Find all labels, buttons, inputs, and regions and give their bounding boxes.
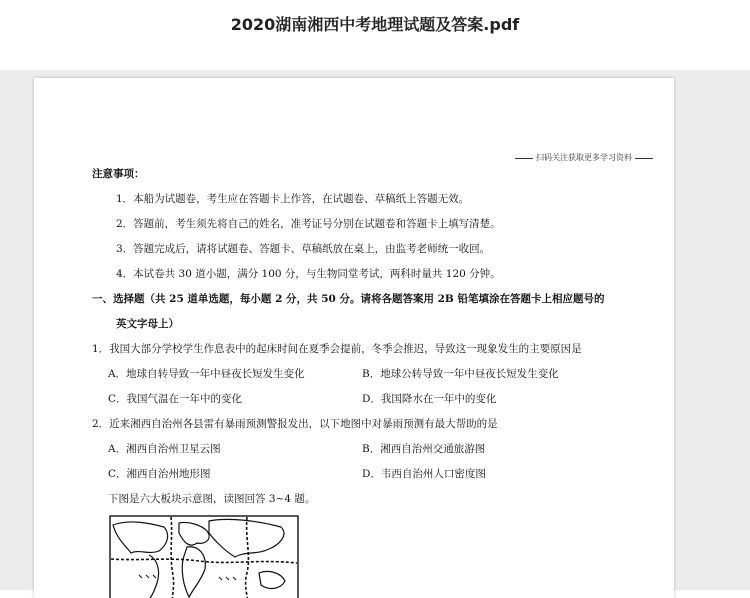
document-title: 2020湖南湘西中考地理试题及答案.pdf (230, 15, 520, 34)
notice-item: 2．答题前，考生须先将自己的姓名，准考证号分别在试题卷和答题卡上填写清楚。 (116, 218, 501, 230)
divider (515, 158, 533, 159)
header-note (512, 152, 656, 163)
option-d: D．韦西自治州人口密度图 (362, 468, 486, 480)
figure-intro: 下图是六大板块示意图，读图回答 3~4 题。 (108, 493, 316, 505)
notice-heading: 注意事项： (92, 168, 145, 180)
section-heading: 一、选择题（共 25 道单选题，每小题 2 分，共 50 分。请将各题答案用 2B 铅笔填涂在答题卡上相应题号的 (92, 293, 605, 305)
pdf-page (34, 78, 674, 598)
option-d: D．我国降水在一年中的变化 (362, 393, 497, 405)
notice-item: 3．答题完成后，请将试题卷、答题卡、草稿纸放在桌上，由监考老师统一收回。 (116, 243, 491, 255)
question-stem: 2．近来湘西自治州各县雷有暴雨预测警报发出，以下地图中对暴雨预测有最大帮助的是 (92, 418, 498, 430)
plate-map-figure (109, 515, 299, 598)
option-c: C．湘西自治州地形图 (108, 468, 211, 480)
option-b: B．湘西自治州交通旅游图 (362, 443, 486, 455)
title-bar (0, 0, 750, 70)
option-b: B．地球公转导致一年中昼夜长短发生变化 (362, 368, 559, 380)
option-a: A．地球自转导致一年中昼夜长短发生变化 (108, 368, 305, 380)
option-c: C．我国气温在一年中的变化 (108, 393, 243, 405)
option-a: A．湘西自治州卫星云图 (108, 443, 221, 455)
divider (635, 158, 653, 159)
notice-item: 1．本船为试题卷，考生应在答题卡上作答，在试题卷、草稿纸上答题无效。 (116, 193, 470, 205)
section-heading-cont: 英文字母上） (116, 318, 179, 330)
notice-item: 4．本试卷共 30 道小题，满分 100 分，与生物同堂考试，两科时量共 120 分钟。 (116, 268, 501, 280)
question-stem: 1．我国大部分学校学生作息表中的起床时间在夏季会提前，冬季会推迟，导致这一现象发生的主要原因是 (92, 343, 582, 355)
header-note-text: 扫码关注获取更多学习资料 (536, 153, 632, 162)
